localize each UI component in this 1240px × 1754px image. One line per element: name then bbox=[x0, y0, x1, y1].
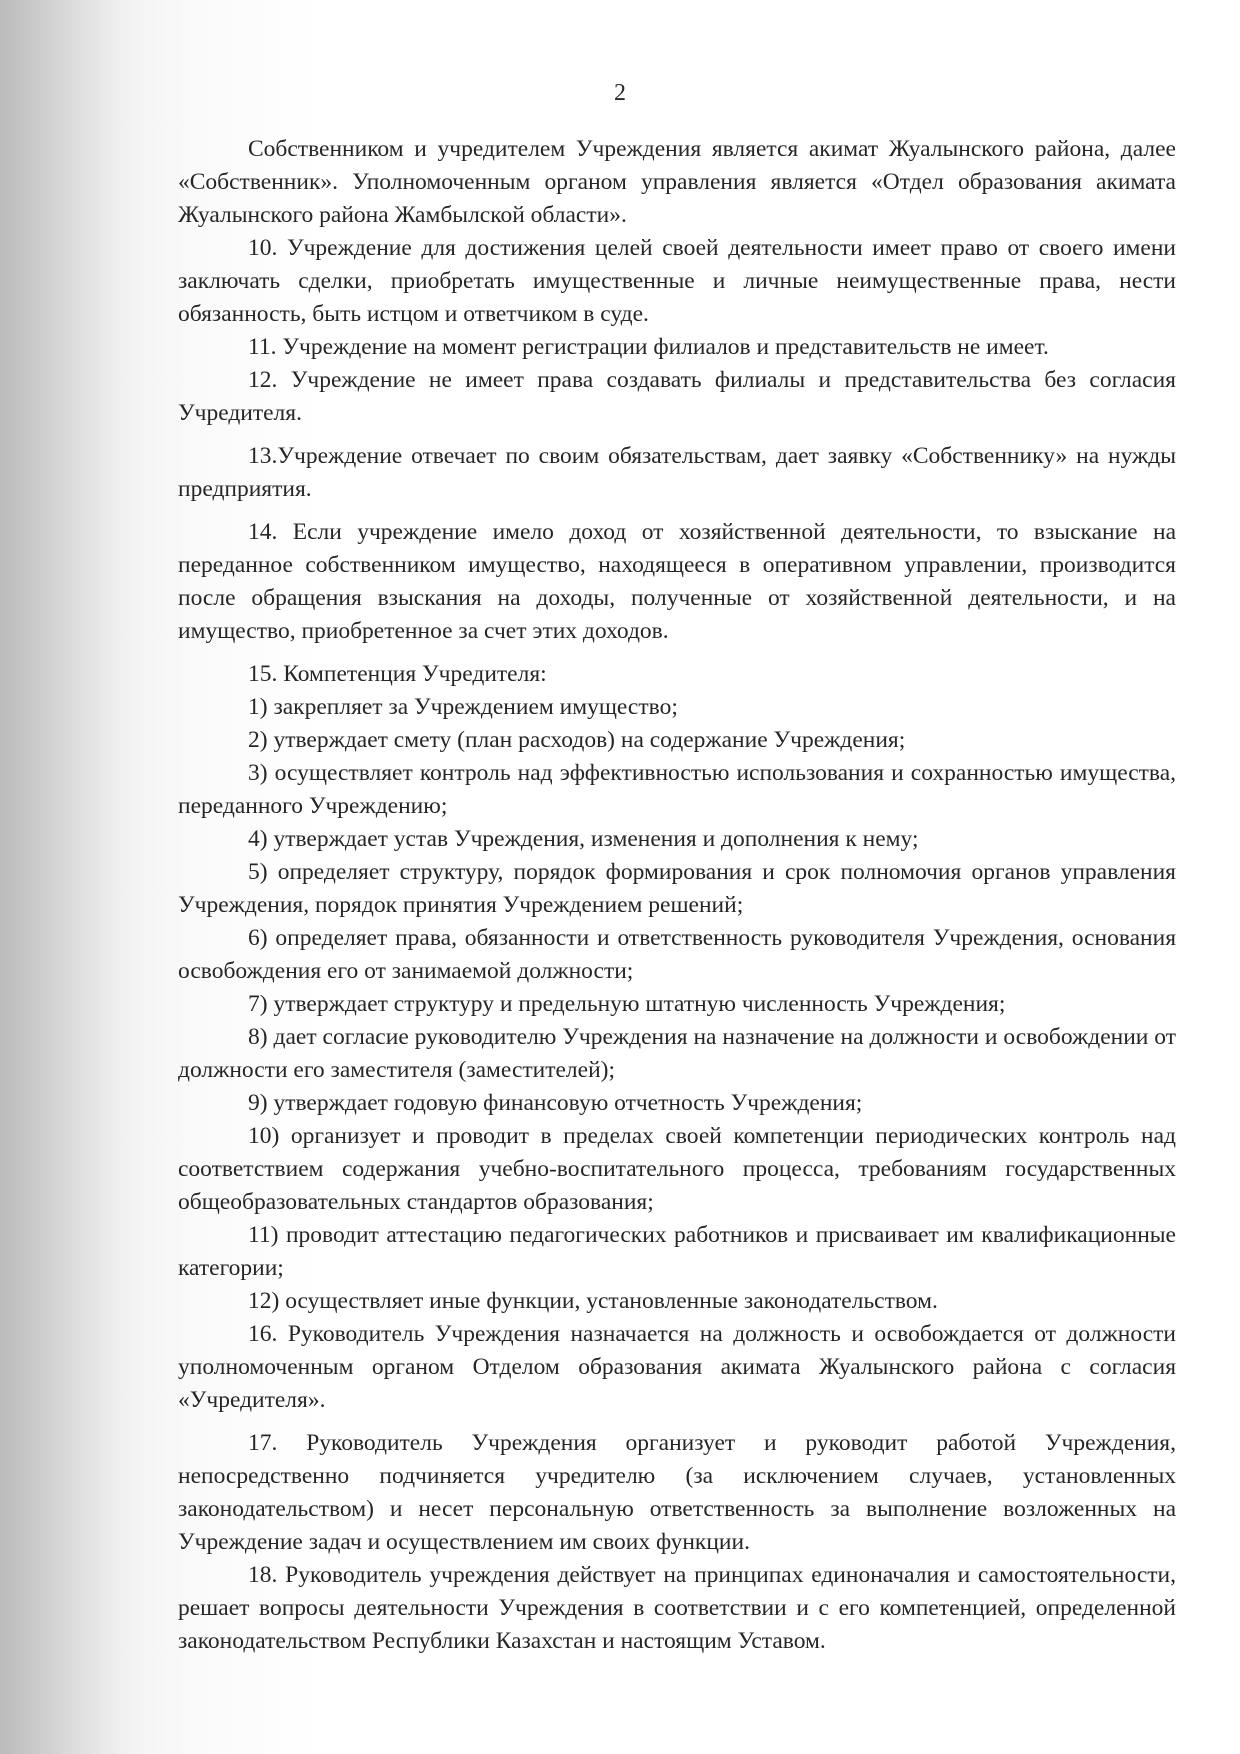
paragraph: 18. Руководитель учреждения действует на принципах единоначалия и самостоятельности, решает вопросы деятельности Учреждения в соответствии и с его компетенцией, определенной законодательством Республики Казахстан и настоящим Уставом. bbox=[178, 1562, 1176, 1654]
paragraph: 11. Учреждение на момент регистрации филиалов и представительств не имеет. bbox=[248, 334, 1049, 360]
paragraph: 9) утверждает годовую финансовую отчетность Учреждения; bbox=[248, 1090, 863, 1116]
paragraph: 7) утверждает структуру и предельную штатную численность Учреждения; bbox=[248, 991, 1006, 1017]
paragraph: 12) осуществляет иные функции, установленные законодательством. bbox=[248, 1288, 938, 1314]
scan-shadow bbox=[0, 0, 150, 1754]
paragraph: 3) осуществляет контроль над эффективностью использования и сохранностью имущества, переданного Учреждению; bbox=[178, 760, 1176, 819]
paragraph: Собственником и учредителем Учреждения является акимат Жуалынского района, далее «Собственник». Уполномоченным органом управления является «Отдел образования акимата Жуалынского района Жамбылской области». bbox=[178, 136, 1176, 228]
paragraph: 6) определяет права, обязанности и ответственность руководителя Учреждения, основания освобождения его от занимаемой должности; bbox=[178, 925, 1176, 984]
paragraph: 4) утверждает устав Учреждения, изменения и дополнения к нему; bbox=[248, 826, 919, 852]
paragraph: 12. Учреждение не имеет права создавать филиалы и представительства без согласия Учредителя. bbox=[178, 367, 1176, 426]
paragraph: 16. Руководитель Учреждения назначается на должность и освобождается от должности уполномоченным органом Отделом образования акимата Жуалынского района с согласия «Учредителя». bbox=[178, 1321, 1176, 1413]
page-number: 2 bbox=[614, 80, 626, 106]
paragraph: 10) организует и проводит в пределах своей компетенции периодических контроль над соответствием содержания учебно-воспитательного процесса, требованиям государственных общеобразовательных стандартов образования; bbox=[178, 1123, 1176, 1215]
paragraph: 8) дает согласие руководителю Учреждения на назначение на должности и освобождении от должности его заместителя (заместителей); bbox=[178, 1024, 1176, 1083]
paragraph: 13.Учреждение отвечает по своим обязательствам, дает заявку «Собственнику» на нужды предприятия. bbox=[178, 443, 1176, 502]
paragraph: 1) закрепляет за Учреждением имущество; bbox=[248, 694, 678, 720]
document-body bbox=[178, 133, 1176, 1658]
paragraph: 5) определяет структуру, порядок формирования и срок полномочия органов управления Учреждения, порядок принятия Учреждением решений; bbox=[178, 859, 1176, 918]
paragraph: 14. Если учреждение имело доход от хозяйственной деятельности, то взыскание на переданное собственником имущество, находящееся в оперативном управлении, производится после обращения взыскания на доходы, полученные от хозяйственной деятельности, и на имущество, приобретенное за счет этих доходов. bbox=[178, 519, 1176, 644]
paragraph: 11) проводит аттестацию педагогических работников и присваивает им квалификационные категории; bbox=[178, 1222, 1176, 1281]
paragraph: 2) утверждает смету (план расходов) на содержание Учреждения; bbox=[248, 727, 906, 753]
paragraph: 17. Руководитель Учреждения организует и руководит работой Учреждения, непосредственно подчиняется учредителю (за исключением случаев, установленных законодательством) и несет персональную ответственность за выполнение возложенных на Учреждение задач и осуществлением им своих функции. bbox=[178, 1430, 1176, 1555]
paragraph: 15. Компетенция Учредителя: bbox=[248, 661, 547, 687]
paragraph: 10. Учреждение для достижения целей своей деятельности имеет право от своего имени заключать сделки, приобретать имущественные и личные неимущественные права, нести обязанность, быть истцом и ответчиком в суде. bbox=[178, 235, 1176, 327]
